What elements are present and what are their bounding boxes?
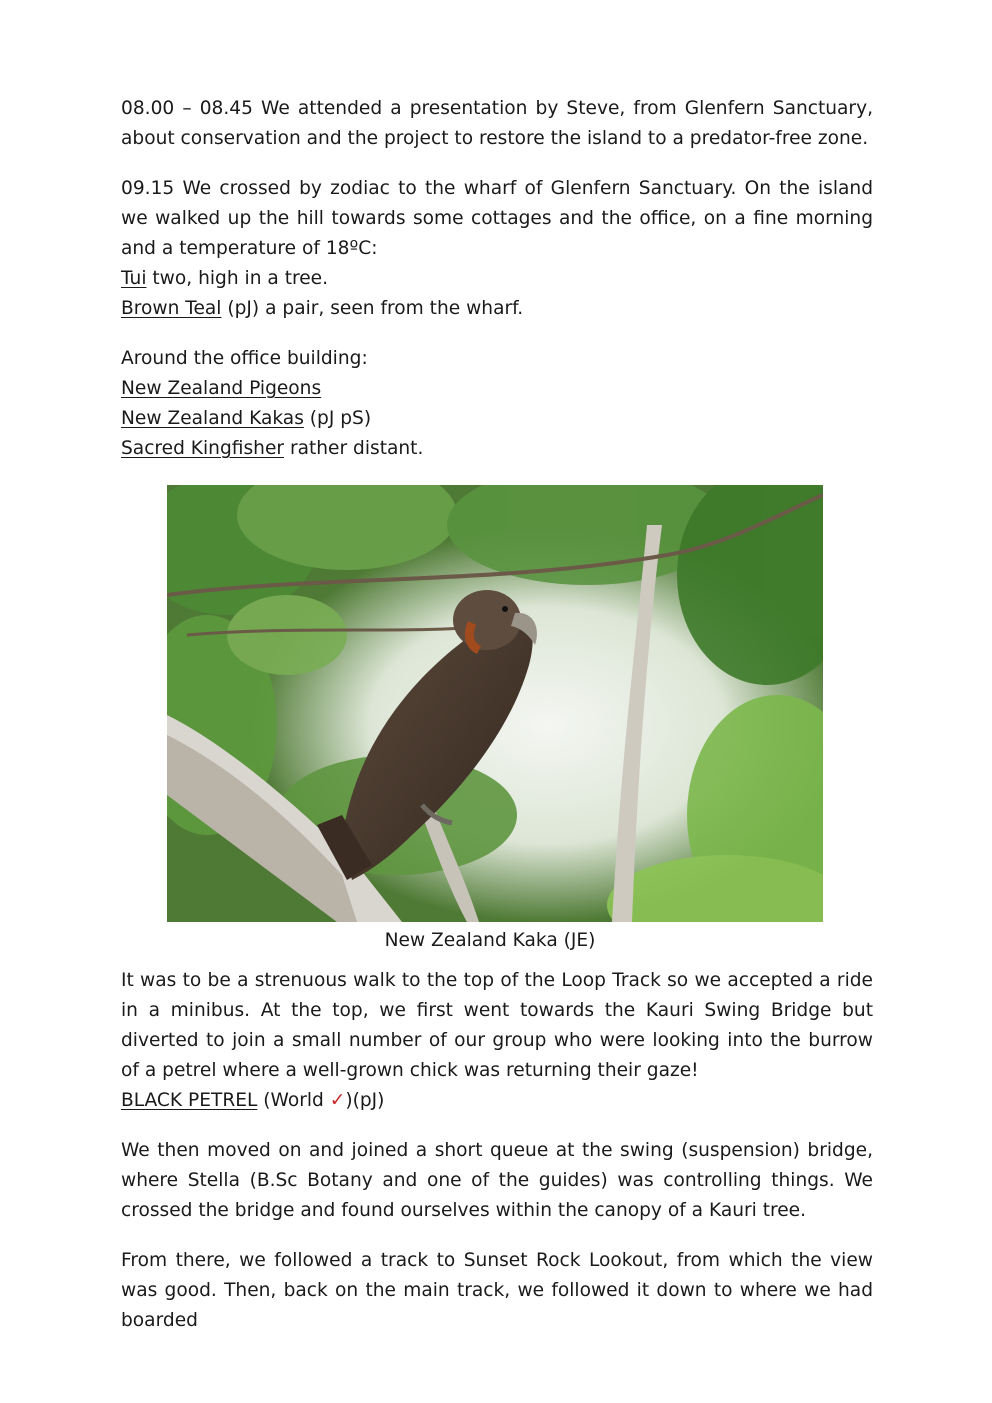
sighting-note: (World [257,1090,330,1111]
document-body-continued [121,966,873,1356]
paragraph-text: 09.15 We crossed by zodiac to the wharf of Glenfern Sanctuary. On the island we walked up the hill towards some cottages and the office, on a fine morning and a temperature of 18ºC: [121,178,873,259]
species-name: Sacred Kingfisher [121,438,285,459]
sighting-note: (pJ pS) [303,408,372,429]
checkmark-icon: ✓ [329,1090,346,1111]
species-name: New Zealand Pigeons [121,378,322,399]
kaka-photo-illustration [167,485,823,922]
paragraph-presentation: 08.00 – 08.45 We attended a presentation by Steve, from Glenfern Sanctuary, about conservation and the project to restore the island to a predator-free zone. [121,98,873,149]
paragraph-text: Around the office building: [121,348,368,369]
species-name: New Zealand Kakas [121,408,304,429]
sighting-brown-teal [121,294,873,324]
species-name: Tui [121,268,147,289]
paragraph-sunset-rock: From there, we followed a track to Sunset Rock Lookout, from which the view was good. Then, back on the main track, we followed it down to where we had boarded [121,1250,873,1331]
paragraph-swing-bridge: We then moved on and joined a short queue at the swing (suspension) bridge, where Stella (B.Sc Botany and one of the guides) was controlling things. We crossed the bridge and found ourselves within the canopy of a Kauri tree. [121,1140,873,1221]
sighting-note: two, high in a tree. [146,268,329,289]
sighting-tui [121,264,873,294]
paragraph-loop-track [121,966,873,1116]
sighting-note: rather distant. [284,438,424,459]
sighting-sacred-kingfisher [121,434,873,464]
figure-caption [0,926,992,956]
species-name: BLACK PETREL [121,1090,258,1111]
caption-text: New Zealand Kaka (JE) [384,930,596,951]
kaka-photo [167,485,823,922]
species-name: Brown Teal [121,298,222,319]
sighting-black-petrel [121,1086,873,1116]
paragraph-text: It was to be a strenuous walk to the top of the Loop Track so we accepted a ride in a minibus. At the top, we first went towards the Kauri Swing Bridge but diverted to join a small number of our group who were looking into the burrow of a petrel where a well-grown chick was returning their gaze! [121,970,873,1081]
paragraph-zodiac-crossing [121,174,873,324]
sighting-note: (pJ) a pair, seen from the wharf. [221,298,524,319]
paragraph-office-building [121,344,873,464]
sighting-nz-pigeons [121,374,873,404]
sighting-note: )(pJ) [345,1090,385,1111]
document-body [121,94,873,484]
sighting-nz-kakas [121,404,873,434]
